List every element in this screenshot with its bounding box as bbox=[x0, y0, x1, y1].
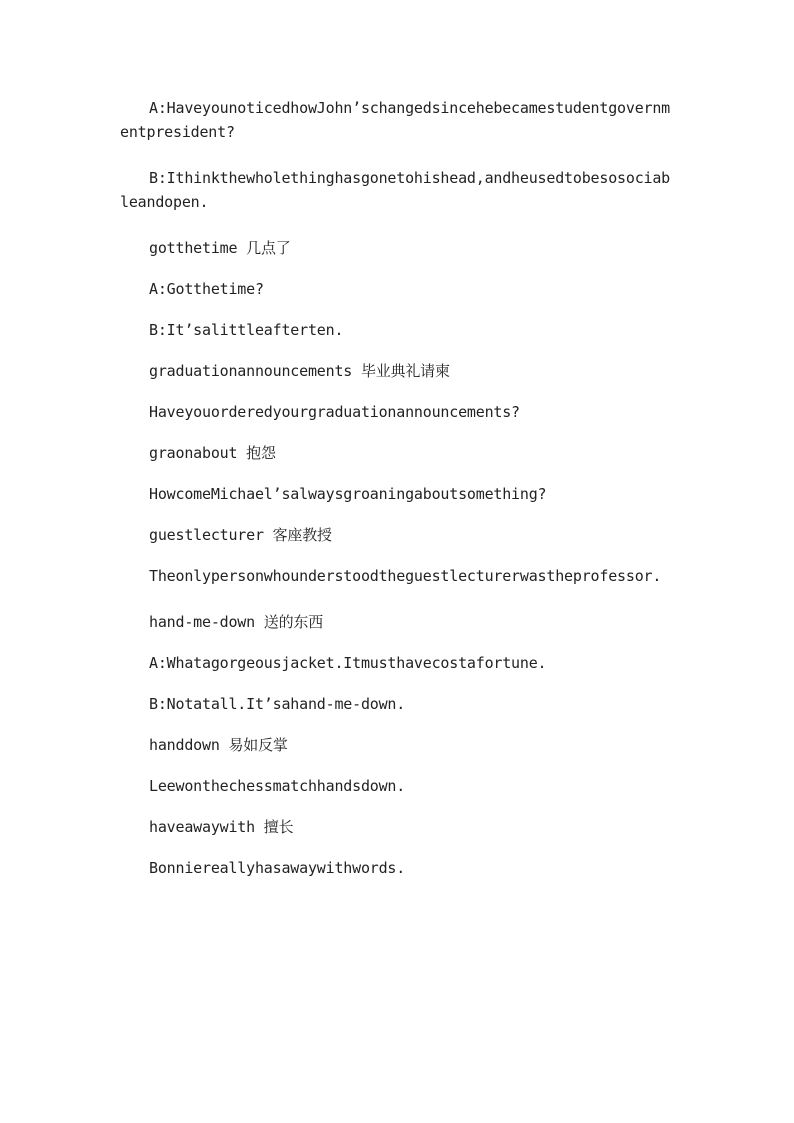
example-sentence: Theonlypersonwhounderstoodtheguestlecturerwastheprofessor. bbox=[149, 567, 662, 585]
phrase-entry: hand-me-down 送的东西 bbox=[149, 613, 324, 631]
dialogue-line: B:Ithinkthewholethinghasgonetohishead,andheusedtobesosociableandopen. bbox=[120, 169, 671, 211]
phrase-entry: handdown 易如反掌 bbox=[149, 736, 288, 754]
phrase-entry: gotthetime 几点了 bbox=[149, 239, 291, 257]
phrase-entry: graduationannouncements 毕业典礼请柬 bbox=[149, 362, 450, 380]
document-body bbox=[120, 96, 672, 897]
dialogue-line: A:Whatagorgeousjacket.Itmusthavecostafortune. bbox=[149, 654, 547, 672]
dialogue-line: A:HaveyounoticedhowJohn’schangedsincehebecamestudentgovernmentpresident? bbox=[120, 99, 671, 141]
example-sentence: Bonniereallyhasawaywithwords. bbox=[149, 859, 406, 877]
example-sentence: Haveyouorderedyourgraduationannouncements? bbox=[149, 403, 520, 421]
dialogue-line: B:Notatall.It’sahand-me-down. bbox=[149, 695, 406, 713]
phrase-entry: guestlecturer 客座教授 bbox=[149, 526, 332, 544]
example-sentence: Leewonthechessmatchhandsdown. bbox=[149, 777, 406, 795]
phrase-entry: graonabout 抱怨 bbox=[149, 444, 276, 462]
example-sentence: HowcomeMichael’salwaysgroaningaboutsomething? bbox=[149, 485, 547, 503]
phrase-entry: haveawaywith 擅长 bbox=[149, 818, 294, 836]
dialogue-line: B:It’salittleafterten. bbox=[149, 321, 344, 339]
dialogue-line: A:Gotthetime? bbox=[149, 280, 264, 298]
